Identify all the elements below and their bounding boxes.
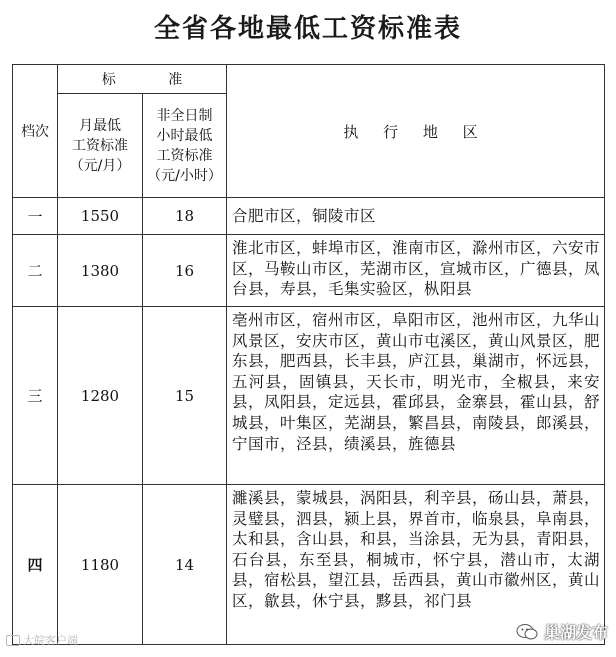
header-monthly-line: （元/月） <box>69 157 131 174</box>
row-hourly: 14 <box>143 485 227 645</box>
row-areas: 濉溪县，蒙城县，涡阳县，利辛县，砀山县，萧县，灵璧县，泗县，颍上县，界首市，临泉县，阜南县，太和县，含山县，和县，当涂县，无为县，青阳县，石台县，东至县，桐城市，怀宁县，潜山市，太湖县，宿松县，望江县，岳西县，黄山市徽州区，黄山区，歙县，休宁县，黟县，祁门县 <box>227 485 605 645</box>
row-hourly: 15 <box>143 307 227 485</box>
row-level: 四 <box>13 485 58 645</box>
table-row <box>13 235 605 307</box>
wechat-icon <box>516 623 538 641</box>
header-area: 执 行 地 区 <box>227 65 605 198</box>
row-areas: 亳州市区，宿州市区，阜阳市区，池州市区，九华山风景区，安庆市区，黄山市屯溪区，黄山风景区，肥东县，肥西县，长丰县，庐江县，巢湖市，怀远县，五河县，固镇县，天长市，明光市，全椒县，来安县，凤阳县，定远县，霍邱县，金寨县，霍山县，舒城县，叶集区，芜湖县，繁昌县，南陵县，郎溪县，宁国市，泾县，绩溪县，旌德县 <box>227 307 605 485</box>
row-level: 一 <box>13 198 58 235</box>
header-level: 档次 <box>13 65 58 198</box>
camera-icon <box>6 635 20 646</box>
row-areas: 淮北市区，蚌埠市区，淮南市区，滁州市区，六安市区，马鞍山市区，芜湖市区，宣城市区，广德县，凤台县，寿县，毛集实验区，枞阳县 <box>227 235 605 307</box>
header-hourly-line: 小时最低 <box>156 127 213 144</box>
header-monthly-line: 工资标准 <box>72 137 128 154</box>
row-monthly: 1180 <box>58 485 143 645</box>
header-hourly <box>143 94 227 198</box>
header-row-top <box>13 65 605 94</box>
row-hourly: 18 <box>143 198 227 235</box>
row-monthly: 1550 <box>58 198 143 235</box>
watermark-left <box>6 632 78 648</box>
header-monthly <box>58 94 143 198</box>
row-level: 二 <box>13 235 58 307</box>
row-hourly: 16 <box>143 235 227 307</box>
header-standard: 标 准 <box>58 65 227 94</box>
row-level: 三 <box>13 307 58 485</box>
page-title: 全省各地最低工资标准表 <box>153 14 462 44</box>
header-monthly-line: 月最低 <box>79 117 121 134</box>
row-areas: 合肥市区，铜陵市区 <box>227 198 605 235</box>
table-row <box>13 198 605 235</box>
row-monthly: 1380 <box>58 235 143 307</box>
table-row <box>13 307 605 485</box>
watermark-left-text: 大皖客户端 <box>23 634 78 647</box>
header-hourly-line: 非全日制 <box>156 107 213 124</box>
header-hourly-line: 工资标准 <box>156 147 213 164</box>
watermark-right <box>516 620 608 643</box>
header-hourly-line: （元/小时） <box>147 167 222 184</box>
wage-table <box>12 64 605 645</box>
row-monthly: 1280 <box>58 307 143 485</box>
watermark-right-text: 巢湖发布 <box>543 623 608 642</box>
